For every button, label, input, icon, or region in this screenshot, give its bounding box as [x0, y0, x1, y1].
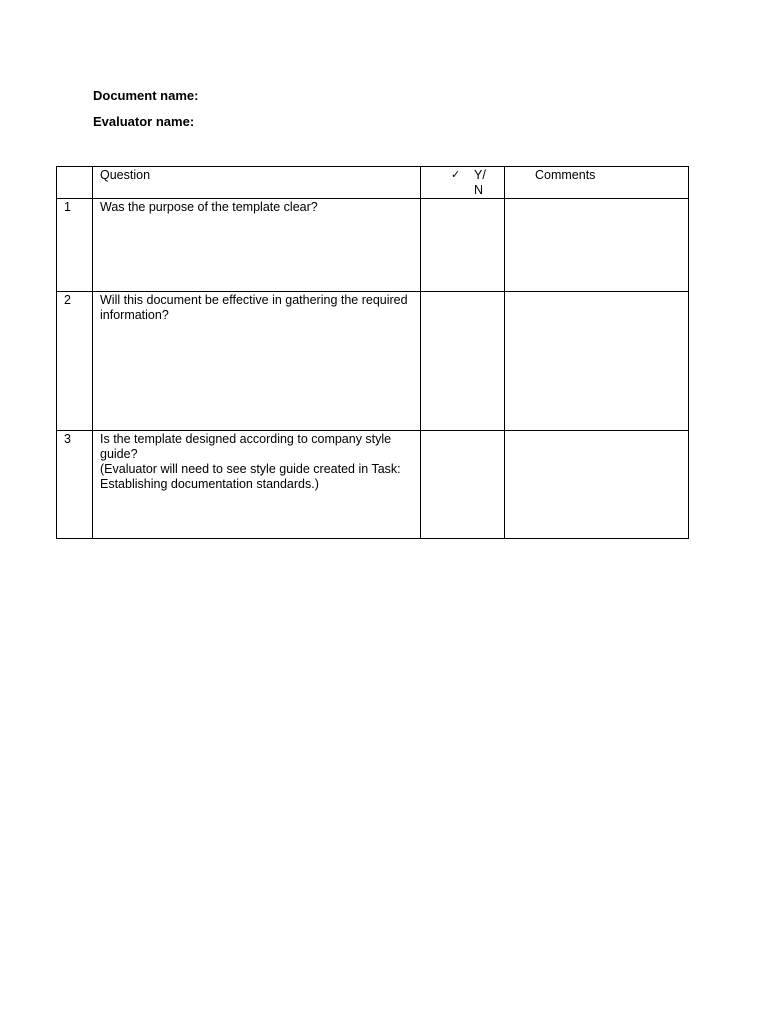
- comments-cell[interactable]: [505, 431, 689, 539]
- comments-column-header: Comments: [535, 168, 596, 182]
- document-name-label: Document name:: [93, 88, 199, 103]
- header-number-cell: [57, 167, 93, 199]
- yn-answer-cell[interactable]: [421, 431, 505, 539]
- question-column-header: Question: [100, 168, 151, 182]
- row-number: 2: [64, 293, 71, 307]
- yn-answer: [421, 199, 504, 200]
- row-number-cell: [57, 199, 93, 292]
- question-cell: [93, 431, 421, 539]
- row-number-cell: [57, 431, 93, 539]
- question-cell: [93, 292, 421, 431]
- question-cell: [93, 199, 421, 292]
- evaluator-name-label: Evaluator name:: [93, 114, 195, 129]
- question-text: Was the purpose of the template clear?: [100, 200, 318, 214]
- yn-answer: [421, 431, 504, 432]
- question-text: Is the template designed according to company style guide?: [100, 432, 392, 461]
- row-number: 3: [64, 432, 71, 446]
- header-question-cell: [93, 167, 421, 199]
- comments-text: [505, 292, 688, 293]
- comments-text: [505, 199, 688, 200]
- header-comments-cell: [505, 167, 689, 199]
- row-number-cell: [57, 292, 93, 431]
- yn-answer-cell[interactable]: [421, 199, 505, 292]
- yn-column-header: Y/ N: [474, 168, 486, 197]
- table-header-row: [57, 167, 689, 199]
- comments-cell[interactable]: [505, 292, 689, 431]
- check-icon: ✓: [451, 168, 461, 181]
- evaluation-table: [56, 166, 689, 539]
- table-row: [57, 292, 689, 431]
- question-note: (Evaluator will need to see style guide created in Task: Establishing documentation standards.): [100, 462, 401, 491]
- comments-cell[interactable]: [505, 199, 689, 292]
- header-yn-cell: [421, 167, 505, 199]
- table-row: [57, 431, 689, 539]
- row-number: 1: [64, 200, 71, 214]
- table-row: [57, 199, 689, 292]
- question-text: Will this document be effective in gathering the required information?: [100, 293, 408, 322]
- yn-answer-cell[interactable]: [421, 292, 505, 431]
- yn-answer: [421, 292, 504, 293]
- comments-text: [505, 431, 688, 432]
